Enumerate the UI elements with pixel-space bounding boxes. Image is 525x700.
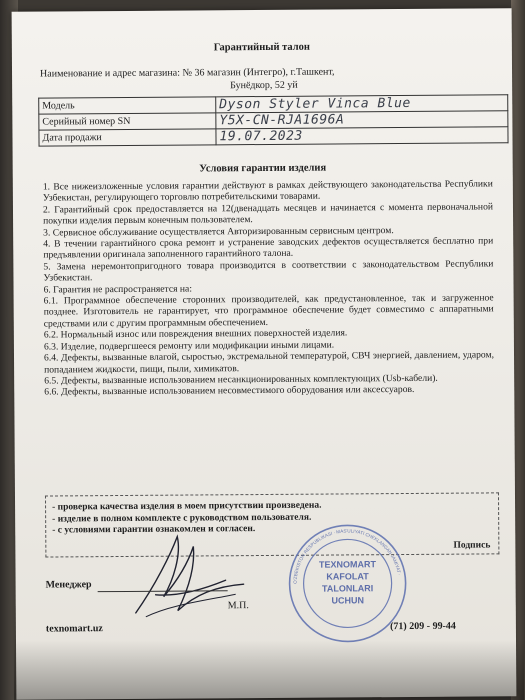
confirmation-line: - проверка качества изделия в моем присутствии произведена. <box>52 500 322 513</box>
photo-shadow <box>14 640 524 700</box>
stamp-text-line: KAFOLAT <box>326 571 369 582</box>
condition-item: 6.3. Изделие, подвергшееся ремонту или модификации иными лицами. <box>43 339 335 353</box>
store-label-line: Наименование и адрес магазина: № 36 магазин (Интегро), г.Ташкент, <box>40 66 335 80</box>
conditions-title: Условия гарантии изделия <box>199 162 327 175</box>
model-label: Модель <box>39 97 216 114</box>
document-title: Гарантийный талон <box>213 41 310 54</box>
warranty-card <box>12 8 517 699</box>
confirmation-line: - изделие в полном комплекте с руководством пользователя. <box>52 512 312 524</box>
product-info-table <box>38 94 508 146</box>
sale-date-value: 19.07.2023 <box>216 127 508 145</box>
customer-confirmation-box <box>45 492 499 557</box>
table-row <box>39 127 508 146</box>
condition-item: 6.1. Программное обеспечение сторонних производителей, как предустановленное, так и загруженное позднее. Изготовитель не гарантирует, что программное обеспечение будет совместимо с аппаратными средствами или с другим программным обеспечением. <box>43 292 494 330</box>
conditions-list <box>43 178 495 398</box>
condition-item: 6. Гарантия не распространяется на: <box>43 283 193 296</box>
footer-website: texnomart.uz <box>45 623 103 635</box>
condition-item: 6.2. Нормальный износ или повреждения внешних поверхностей изделия. <box>43 327 348 341</box>
footer-phone: (71) 209 - 99-44 <box>390 620 456 633</box>
condition-item: 1. Все нижеизложенные условия гарантии действуют в рамках действующего законодательства Республики Узбекистан, регулирующего торговлю потребительскими товарами. <box>42 178 493 204</box>
sale-date-label: Дата продажи <box>39 129 216 146</box>
condition-item: 6.4. Дефекты, вызванные влагой, сыростью, экстремальной температурой, СВЧ энергией, давлением, ударом, попаданием жидкости, пищи, пыли, химикатов. <box>43 349 495 376</box>
serial-label: Серийный номер SN <box>39 113 216 130</box>
stamp-text-line: TEXNOMART <box>318 559 377 570</box>
stamp-place-label: М.П. <box>227 600 249 612</box>
confirmation-line: - с условиями гарантии ознакомлен и согласен. <box>52 524 256 536</box>
serial-value: Y5X-CN-RJA1696A <box>216 111 508 129</box>
stamp-text-line: UCHUN <box>331 595 365 606</box>
condition-item: 3. Сервисное обслуживание осуществляется Авторизированным сервисным центром. <box>43 224 394 239</box>
store-info <box>40 64 490 93</box>
store-address-line: Бунёдкор, 52 уй <box>230 79 298 92</box>
svg-text:O'ZBEKISTON RESPUBLIKASI · MAS: O'ZBEKISTON RESPUBLIKASI · MAS'ULIYATI CHEKLANGAN JAMIYAT · <box>292 528 402 584</box>
condition-item: 4. В течении гарантийного срока ремонт и устранение заводских дефектов осуществляется бесплатно при предъявлении оригинала заполненного гарантийного талона. <box>43 235 494 261</box>
manager-label: Менеджер <box>45 579 92 591</box>
signature-label: Подпись <box>453 539 491 551</box>
condition-item: 2. Гарантийный срок предоставляется на 12(двенадцать месяцев и начинается с момента первоначальной покупки изделия первым конечным пользователем. <box>42 201 494 227</box>
condition-item: 5. Замена неремонтопригодного товара производится в соответствии с законодательством Республики Узбекистан. <box>43 258 494 284</box>
stamp-text-line: TALONLARI <box>321 583 374 594</box>
condition-item: 6.6. Дефекты, вызванные использованием несовместимого оборудования или аксессуаров. <box>44 384 415 398</box>
condition-item: 6.5. Дефекты, вызванные использованием несанкционированных комплектующих (Usb-кабели). <box>44 372 438 387</box>
model-value: Dyson Styler Vinca Blue <box>216 95 508 113</box>
